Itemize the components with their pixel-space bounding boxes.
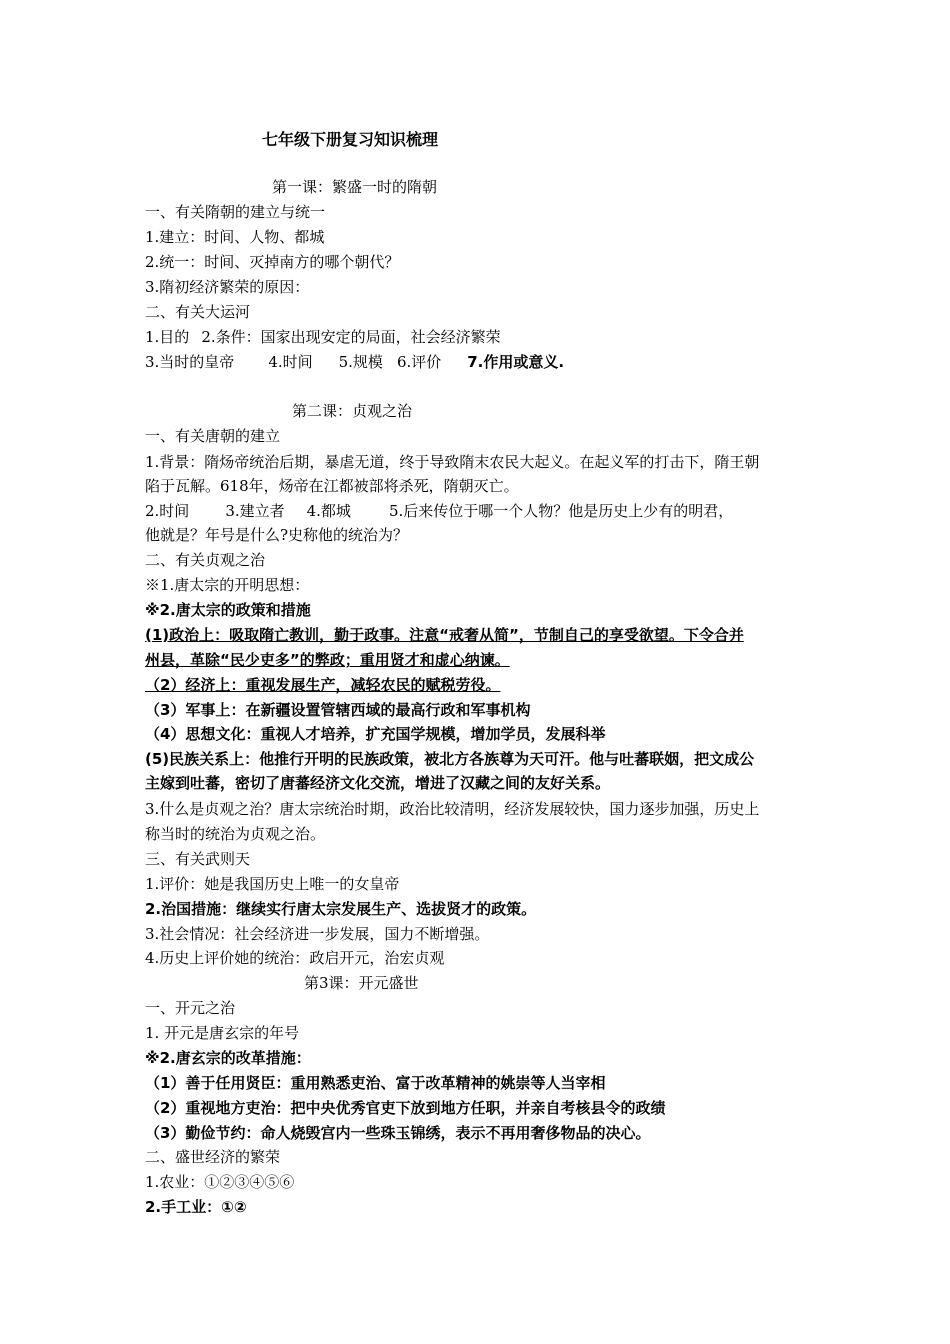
tang-time: 2.时间: [145, 502, 190, 520]
policy-political-line2: 州县，革除“民少吏多”的弊政；重用贤才和虚心纳谏。: [145, 651, 510, 669]
tang-successor: 5.后来传位于哪一个人物？他是历史上少有的明君，: [388, 502, 734, 520]
reform-frugality: （3）勤俭节约：命人烧毁宫内一些珠玉锦绣，表示不再用奢侈物品的决心。: [145, 1124, 651, 1142]
reform-local-officials: （2）重视地方吏治：把中央优秀官吏下放到地方任职，并亲自考核县令的政绩: [145, 1099, 666, 1117]
wu-measures: 2.治国措施：继续实行唐太宗发展生产、选拔贤才的政策。: [145, 900, 537, 918]
lesson3-section2: 二、盛世经济的繁荣: [145, 1148, 281, 1166]
lesson3-section1: 一、开元之治: [145, 999, 236, 1017]
policy-ethnic-line2: 主嫁到吐蕃，密切了唐蕃经济文化交流，增进了汉藏之间的友好关系。: [145, 774, 611, 792]
canal-significance: 7.作用或意义.: [467, 353, 565, 371]
policy-military: （3）军事上：在新疆设置管辖西域的最高行政和军事机构: [145, 701, 531, 719]
xuanzong-reforms-heading: ※2.唐玄宗的改革措施：: [145, 1049, 311, 1067]
lesson1-section2: 二、有关大运河: [145, 303, 251, 321]
lesson1-heading: 第一课：繁盛一时的隋朝: [272, 178, 438, 196]
wu-historical-evaluation: 4.历史上评价她的统治：政启开元，治宏贞观: [145, 949, 445, 967]
lesson1-section1: 一、有关隋朝的建立与统一: [145, 203, 326, 221]
wu-evaluation: 1.评价：她是我国历史上唯一的女皇帝: [145, 875, 400, 893]
lesson2-section2: 二、有关贞观之治: [145, 551, 266, 569]
lesson2-background-line2: 陷于瓦解。618年，炀帝在江都被部将杀死，隋朝灭亡。: [145, 477, 519, 495]
lesson2-section1: 一、有关唐朝的建立: [145, 427, 281, 445]
economy-handicraft: 2.手工业：①②: [145, 1198, 247, 1216]
lesson2-line2: [145, 501, 733, 521]
lesson3-heading: 第3课：开元盛世: [304, 974, 419, 992]
taizong-policies-heading: ※2.唐太宗的政策和措施: [145, 601, 311, 619]
policy-culture: （4）思想文化：重视人才培养，扩充国学规模，增加学员，发展科举: [145, 725, 606, 743]
lesson2-background-line1: 1.背景：隋炀帝统治后期，暴虐无道，终于导致隋末农民大起义。在起义军的打击下，隋王朝: [145, 453, 760, 471]
tang-capital: 4.都城: [306, 502, 351, 520]
tang-founder: 3.建立者: [225, 502, 285, 520]
canal-conditions: 2.条件：国家出现安定的局面，社会经济繁荣: [201, 328, 501, 346]
policy-economic: （2）经济上：重视发展生产，减轻农民的赋税劳役。: [145, 676, 501, 694]
canal-scale: 5.规模: [338, 353, 383, 371]
reform-ministers: （1）善于任用贤臣：重用熟悉吏治、富于改革精神的姚崇等人当宰相: [145, 1074, 606, 1092]
wu-society: 3.社会情况：社会经济进一步发展，国力不断增强。: [145, 925, 490, 943]
document-title: 七年级下册复习知识梳理: [262, 130, 439, 149]
kaiyuan-era-name: 1. 开元是唐玄宗的年号: [145, 1024, 300, 1042]
zhenguan-definition-line1: 3.什么是贞观之治？唐太宗统治时期，政治比较清明，经济发展较快，国力逐步加强，历史上: [145, 800, 760, 818]
lesson2-line3: 他就是？年号是什么?史称他的统治为？: [145, 526, 409, 544]
canal-evaluation: 6.评价: [396, 353, 442, 371]
policy-ethnic-line1: (5)民族关系上：他推行开明的民族政策，被北方各族尊为天可汗。他与吐蕃联姻，把文成公: [145, 750, 755, 768]
lesson1-line4: [145, 327, 501, 347]
canal-time: 4.时间: [268, 353, 313, 371]
zhenguan-definition-line2: 称当时的统治为贞观之治。: [145, 825, 326, 843]
lesson1-line5: [145, 352, 564, 372]
policy-political-line1: (1)政治上：吸取隋亡教训，勤于政事。注意“戒奢从简”，节制自己的享受欲望。下令合并: [145, 626, 744, 644]
economy-agriculture: 1.农业：①②③④⑤⑥: [145, 1173, 295, 1191]
taizong-thought: ※1.唐太宗的开明思想：: [145, 576, 310, 594]
lesson1-line2: 2.统一：时间、灭掉南方的哪个朝代？: [145, 253, 400, 271]
canal-emperor: 3.当时的皇帝: [145, 353, 235, 371]
canal-purpose: 1.目的: [145, 328, 190, 346]
lesson1-line3: 3.隋初经济繁荣的原因：: [145, 278, 310, 296]
lesson2-heading: 第二课：贞观之治: [292, 402, 413, 420]
lesson1-line1: 1.建立：时间、人物、都城: [145, 228, 325, 246]
lesson2-section3: 三、有关武则天: [145, 850, 251, 868]
